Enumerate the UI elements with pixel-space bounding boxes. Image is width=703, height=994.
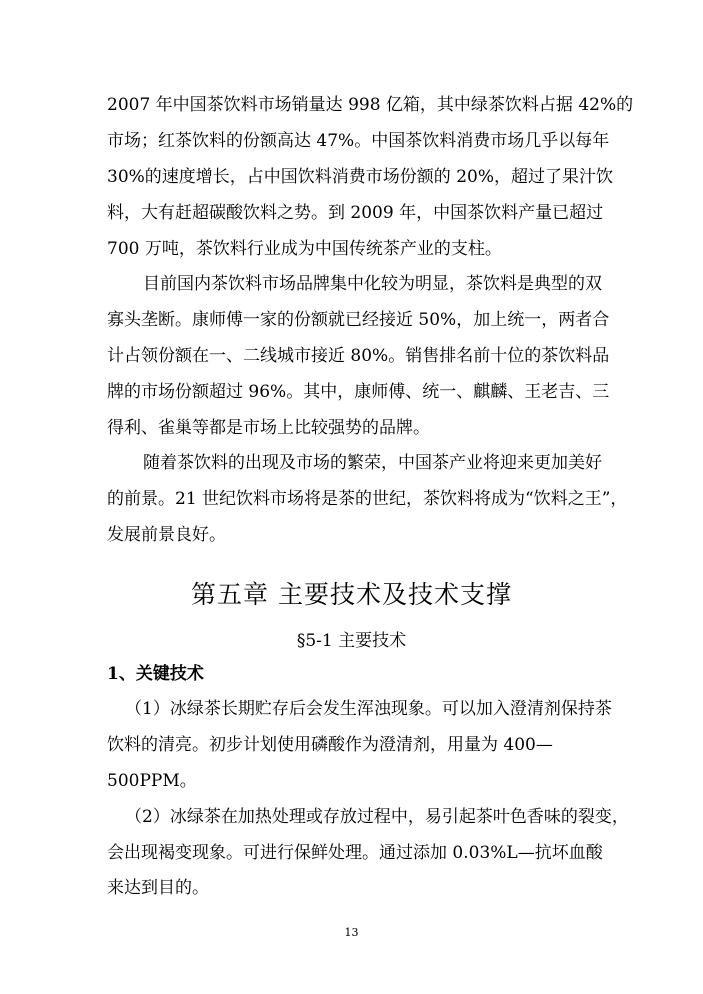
section-title: §5-1 主要技术	[296, 631, 407, 651]
paragraph-2-line-3: 计占领份额在一、二线城市接近 80%。销售排名前十位的茶饮料品	[107, 346, 610, 366]
paragraph-1-line-4: 料，大有赶超碳酸饮料之势。到 2009 年，中国茶饮料产量已超过	[107, 203, 604, 223]
key-technology-heading: 1、关键技术	[107, 664, 204, 684]
paragraph-3-line-1: 随着茶饮料的出现及市场的繁荣，中国茶产业将迎来更加美好	[143, 453, 602, 473]
paragraph-1-line-5: 700 万吨，茶饮料行业成为中国传统茶产业的支柱。	[107, 239, 502, 259]
paragraph-1-line-3: 30%的速度增长，占中国饮料消费市场份额的 20%，超过了果汁饮	[107, 167, 613, 187]
paragraph-2-line-1: 目前国内茶饮料市场品牌集中化较为明显，茶饮料是典型的双	[143, 274, 602, 294]
paragraph-3-line-2: 的前景。21 世纪饮料市场将是茶的世纪，茶饮料将成为“饮料之王”，	[107, 489, 628, 509]
paragraph-2-line-5: 得利、雀巢等都是市场上比较强势的品牌。	[107, 418, 430, 438]
paragraph-1-line-2: 市场；红茶饮料的份额高达 47%。中国茶饮料消费市场几乎以每年	[107, 131, 610, 151]
paragraph-2-line-4: 牌的市场份额超过 96%。其中，康师傅、统一、麒麟、王老吉、三	[107, 382, 610, 402]
paragraph-2-line-2: 寡头垄断。康师傅一家的份额就已经接近 50%，加上统一，两者合	[107, 310, 610, 330]
paragraph-1-line-1: 2007 年中国茶饮料市场销量达 998 亿箱，其中绿茶饮料占据 42%的	[107, 95, 634, 115]
item-2-line-3: 来达到目的。	[107, 878, 209, 898]
chapter-title: 第五章 主要技术及技术支撑	[191, 580, 512, 609]
item-2-line-1: （2）冰绿茶在加热处理或存放过程中，易引起茶叶色香味的裂变，	[125, 807, 629, 827]
page-number: 13	[344, 926, 359, 939]
item-1-line-3: 500PPM。	[107, 771, 197, 791]
item-1-line-1: （1）冰绿茶长期贮存后会发生浑浊现象。可以加入澄清剂保持茶	[125, 699, 612, 719]
item-1-line-2: 饮料的清亮。初步计划使用磷酸作为澄清剂，用量为 400—	[107, 735, 553, 755]
item-2-line-2: 会出现褐变现象。可进行保鲜处理。通过添加 0.03%L—抗坏血酸	[107, 843, 603, 863]
paragraph-3-line-3: 发展前景良好。	[107, 525, 226, 545]
